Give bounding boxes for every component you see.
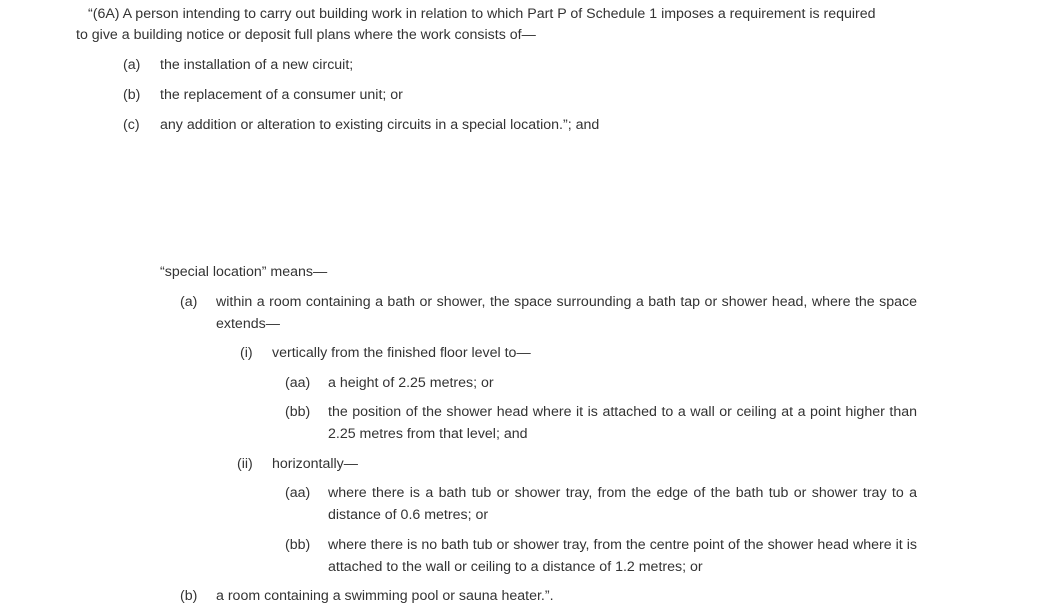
item-b-label: (b) (123, 87, 141, 103)
item-a-text: the installation of a new circuit; (160, 57, 354, 73)
subpara-ii-aa-text: where there is a bath tub or shower tray, from the edge of the bath tub or shower tray to a distance of 0.6 metres; or (328, 485, 917, 523)
item-b-text: the replacement of a consumer unit; or (160, 87, 403, 103)
item-c-text: any addition or alteration to existing circuits in a special location.”; and (160, 117, 600, 133)
subpara-i-bb-text: the position of the shower head where it is attached to a wall or ceiling at a point higher than 2.25 metres from that level; and (328, 404, 917, 442)
definition-b-text: a room containing a swimming pool or sauna heater.”. (216, 588, 554, 604)
subpara-ii-label: (ii) (237, 456, 253, 472)
subpara-i-aa-text: a height of 2.25 metres; or (328, 375, 494, 391)
subpara-ii-bb-text: where there is no bath tub or shower tray, from the centre point of the shower head where it is attached to the wall or ceiling to a distance of 1.2 metres; or (328, 537, 917, 575)
subpara-i-aa-label: (aa) (285, 375, 311, 391)
subpara-i-bb-label: (bb) (285, 404, 311, 420)
subpara-i-text: vertically from the finished floor level to— (272, 345, 531, 361)
subpara-ii-aa-label: (aa) (285, 485, 311, 501)
definition-a-label: (a) (180, 294, 198, 310)
definition-b-label: (b) (180, 588, 198, 604)
paragraph-6a-line-1: “(6A) A person intending to carry out building work in relation to which Part P of Schedule 1 imposes a requirement is required (88, 6, 876, 22)
paragraph-6a-line-2: to give a building notice or deposit full plans where the work consists of— (76, 27, 536, 43)
item-c-label: (c) (123, 117, 140, 133)
item-a-label: (a) (123, 57, 141, 73)
definition-a-text: within a room containing a bath or shower, the space surrounding a bath tap or shower head, where the space extends— (216, 294, 917, 332)
subpara-ii-text: horizontally— (272, 456, 358, 472)
special-location-heading: “special location” means— (160, 264, 328, 280)
subpara-ii-bb-label: (bb) (285, 537, 311, 553)
subpara-i-label: (i) (240, 345, 253, 361)
